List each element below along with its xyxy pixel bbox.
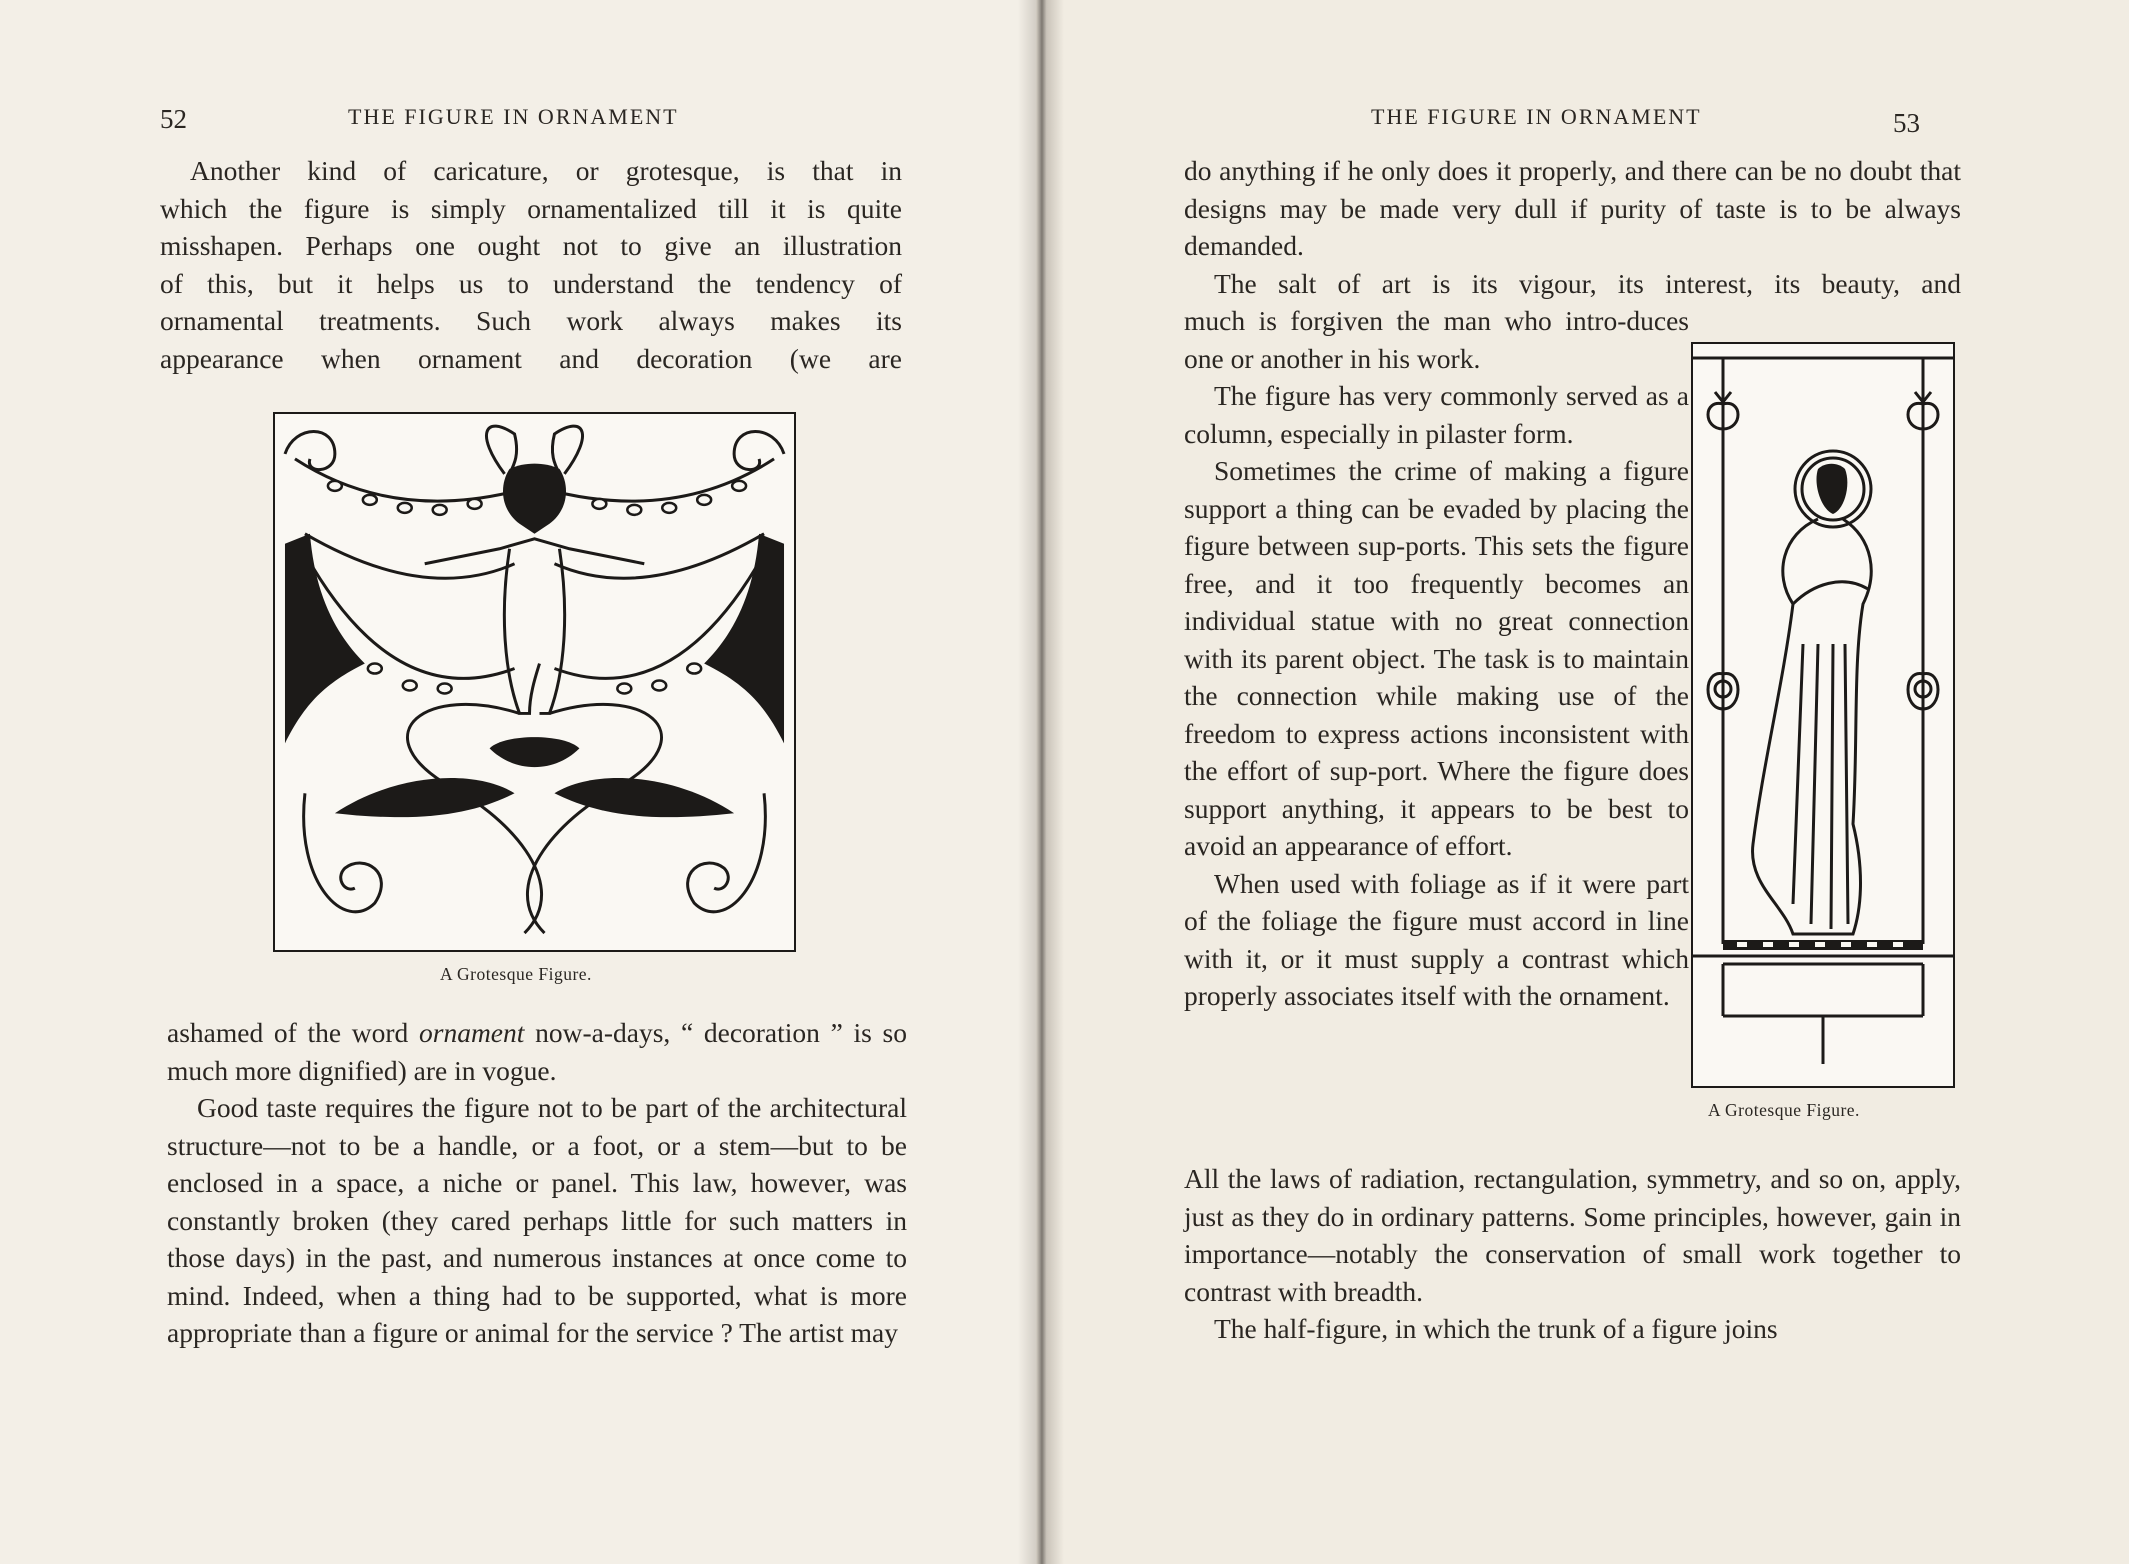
text-line: appearance when ornament and decoration (we are	[160, 342, 902, 374]
body-text-bottom	[167, 1014, 907, 1352]
grotesque-pilaster-illustration	[1691, 342, 1955, 1088]
paragraph-crime: Sometimes the crime of making a figure support a thing can be evaded by placing the figure between sup-ports. This sets the figure free, and it too frequently becomes an individual statue with no great connection with its parent object. The task is to maintain the connection while making use of the freedom to express actions inconsistent with the effort of sup-port. Where the figure does support anything, it appears to be best to avoid an appearance of effort.	[1184, 455, 1689, 861]
text-line: which the figure is simply ornamentalized till it is quite	[160, 192, 902, 224]
page-number: 53	[1893, 108, 1920, 138]
paragraph-salt-rest: much is forgiven the man who intro-duces one or another in his work.	[1184, 305, 1689, 374]
book-gutter	[1018, 0, 1064, 1564]
paragraph-foliage: When used with foliage as if it were part of the foliage the figure must accord in line with it, or it must supply a contrast which properly associates itself with the ornament.	[1184, 867, 1689, 1011]
right-page	[1036, 0, 2129, 1564]
text-line: ornamental treatments. Such work always makes its	[160, 305, 902, 336]
running-head: THE FIGURE IN ORNAMENT	[1371, 104, 1702, 129]
page-number: 52	[160, 104, 187, 134]
body-text-column	[1184, 302, 1689, 1015]
left-page	[0, 0, 1036, 1564]
paragraph-column: The figure has very commonly served as a column, especially in pilaster form.	[1184, 380, 1689, 449]
body-text-top	[1184, 152, 1961, 302]
text-line: of this, but it helps us to understand the tendency of	[160, 267, 902, 299]
paragraph-laws: All the laws of radiation, rectangulation, symmetry, and so on, apply, just as they do in ordinary patterns. Some principles, however, gain in importance—notably the conservation of small work together to contrast with breadth.	[1184, 1163, 1961, 1307]
text-line: misshapen. Perhaps one ought not to give an illustration	[160, 230, 902, 261]
figure-caption: A Grotesque Figure.	[440, 964, 592, 984]
paragraph-good-taste: Good taste requires the figure not to be part of the architectural structure—not to be a handle, or a foot, or a stem—but to be enclosed in a space, a niche or panel. This law, however, was constantly broken (they cared perhaps little for such matters in those days) in the past, and numerous instances at once come to mind. Indeed, when a thing had to be supported, what is more appropriate than a figure or animal for the service ? The artist may	[167, 1092, 907, 1348]
figure-caption: A Grotesque Figure.	[1708, 1100, 1860, 1120]
text-line: Another kind of caricature, or grotesque, is that in	[190, 155, 902, 186]
paragraph-salt-first-line: The salt of art is its vigour, its interest, its beauty, and	[1214, 267, 1961, 299]
grotesque-figure-drawing	[275, 414, 794, 950]
running-head: THE FIGURE IN ORNAMENT	[348, 104, 679, 129]
emphasized-word: ornament	[419, 1017, 525, 1048]
paragraph-continued: do anything if he only does it properly, and there can be no doubt that designs may be made very dull if purity of taste is to be always demanded.	[1184, 155, 1961, 261]
pilaster-figure-drawing	[1693, 344, 1953, 1086]
grotesque-figure-illustration	[273, 412, 796, 952]
paragraph-half-figure: The half-figure, in which the trunk of a figure joins	[1214, 1313, 1778, 1344]
body-text-bottom	[1184, 1160, 1961, 1348]
paragraph-ashamed: ashamed of the word ornament now-a-days, “ decoration ” is so much more dignified) are in vogue.	[167, 1017, 907, 1086]
body-text-top	[160, 152, 902, 377]
